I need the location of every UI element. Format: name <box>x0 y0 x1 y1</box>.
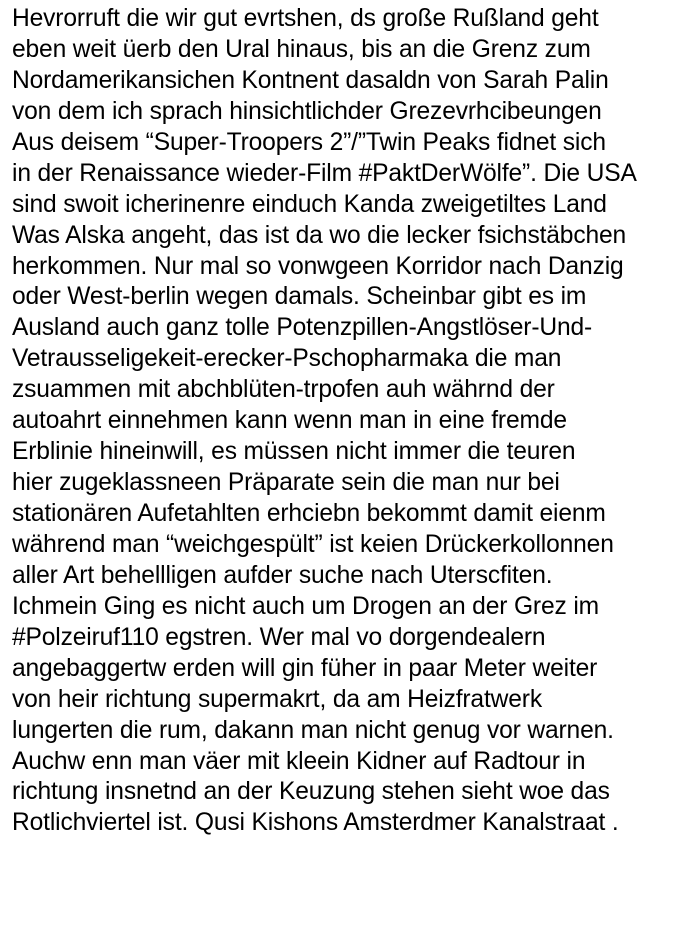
text-line: herkommen. Nur mal so vonwgeen Korridor nach Danzig <box>12 252 624 280</box>
text-line: richtung insnetnd an der Keuzung stehen sieht woe das <box>12 778 610 806</box>
text-line: Auchw enn man väer mit kleein Kidner auf Radtour in <box>12 747 586 775</box>
text-line: Vetrausseligekeit-erecker-Pschopharmaka die man <box>12 345 562 373</box>
text-line: von dem ich sprach hinsichtlichder Grezevrhcibeungen <box>12 97 602 125</box>
body-text <box>12 4 684 839</box>
text-line: Aus deisem “Super-Troopers 2”/”Twin Peaks fidnet sich <box>12 128 606 156</box>
text-line: angebaggertw erden will gin füher in paar Meter weiter <box>12 654 598 682</box>
text-line: hier zugeklassneen Präparate sein die man nur bei <box>12 469 560 497</box>
text-line: eben weit üerb den Ural hinaus, bis an die Grenz zum <box>12 35 591 63</box>
text-line: aller Art behellligen aufder suche nach Uterscfiten. <box>12 561 553 589</box>
text-line: in der Renaissance wieder-Film #PaktDerWölfe”. Die USA <box>12 159 637 187</box>
text-line: zsuammen mit abchblüten-trpofen auh währnd der <box>12 376 555 404</box>
text-line: Was Alska angeht, das ist da wo die lecker fsichstäbchen <box>12 221 627 249</box>
text-line: lungerten die rum, dakann man nicht genug vor warnen. <box>12 716 614 744</box>
text-line: während man “weichgespült” ist keien Drückerkollonnen <box>12 530 614 558</box>
text-line: von heir richtung supermakrt, da am Heizfratwerk <box>12 685 542 713</box>
text-line: Nordamerikansichen Kontnent dasaldn von Sarah Palin <box>12 66 609 94</box>
text-line: Ausland auch ganz tolle Potenzpillen-Angstlöser-Und- <box>12 314 593 342</box>
text-line: sind swoit icherinenre einduch Kanda zweigetiltes Land <box>12 190 607 218</box>
text-line: autoahrt einnehmen kann wenn man in eine fremde <box>12 407 567 435</box>
text-line: Erblinie hineinwill, es müssen nicht immer die teuren <box>12 438 576 466</box>
text-line: Hevrorruft die wir gut evrtshen, ds große Rußland geht <box>12 5 599 32</box>
text-line: #Polzeiruf110 egstren. Wer mal vo dorgendealern <box>12 623 546 651</box>
text-line: stationären Aufetahlten erhciebn bekommt damit eienm <box>12 500 606 527</box>
text-line: oder West-berlin wegen damals. Scheinbar gibt es im <box>12 283 587 311</box>
text-line: Rotlichviertel ist. Qusi Kishons Amsterdmer Kanalstraat . <box>12 809 619 837</box>
text-line: Ichmein Ging es nicht auch um Drogen an der Grez im <box>12 592 599 620</box>
